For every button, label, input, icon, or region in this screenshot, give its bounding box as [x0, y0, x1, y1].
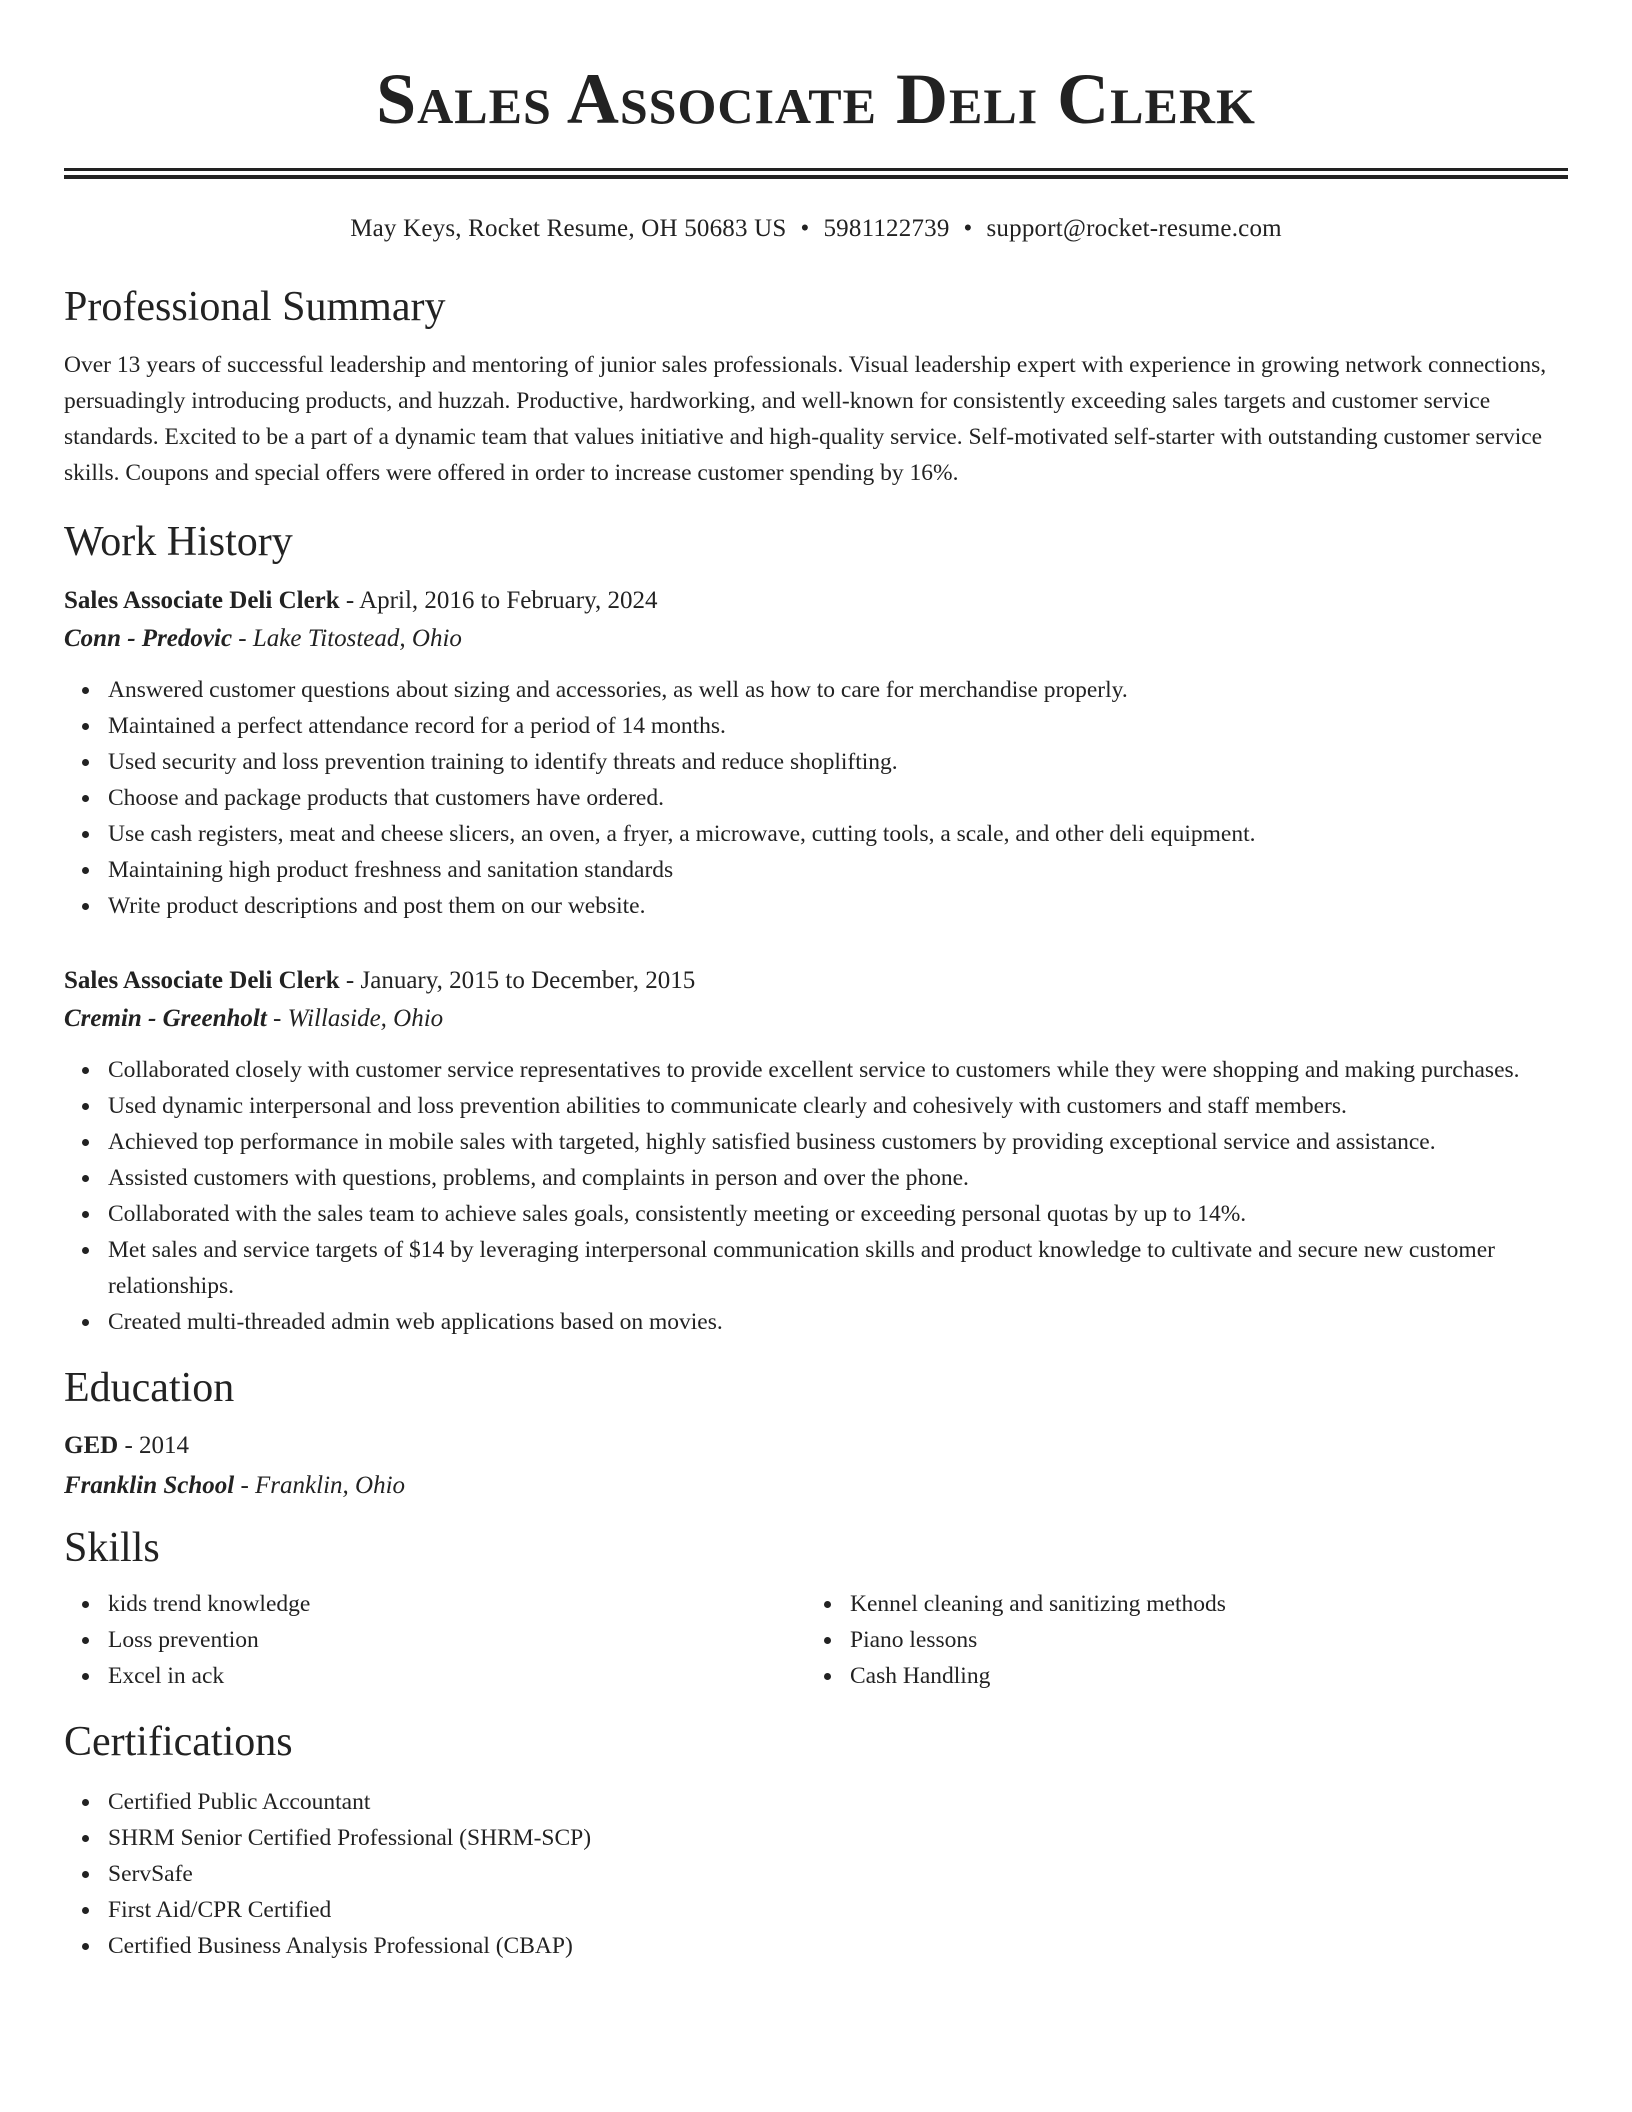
list-item: Certified Public Accountant: [108, 1784, 1568, 1820]
job-company-line: Conn - Predovic - Lake Titostead, Ohio: [64, 625, 462, 652]
contact-line: [64, 213, 1568, 245]
list-item: ServSafe: [108, 1856, 1568, 1892]
list-item: Collaborated closely with customer service representatives to provide excellent service to customers while they were shopping and making purchases.: [108, 1052, 1568, 1088]
summary-text: Over 13 years of successful leadership and mentoring of junior sales professionals. Visual leadership expert with experience in growing network connections, persuadingly introducing products, and huzzah. Productive, hardworking, and well-known for consistently exceeding sales targets and customer service standards. Excited to be a part of a dynamic team that values initiative and high-quality service. Self-motivated self-starter with outstanding customer service skills. Coupons and special offers were offered in order to increase customer spending by 16%.: [64, 352, 1547, 486]
education-year: 2014: [139, 1432, 190, 1459]
job-title-line: Sales Associate Deli Clerk - January, 2015 to December, 2015: [64, 967, 696, 994]
contact-separator: •: [800, 215, 810, 242]
certifications-heading: Certifications: [64, 1719, 293, 1765]
job-dates: April, 2016 to February, 2024: [359, 587, 658, 614]
list-item: Met sales and service targets of $14 by leveraging interpersonal communication skills and product knowledge to cultivate and secure new customer relationships.: [108, 1232, 1568, 1304]
list-item: Piano lessons: [850, 1622, 1548, 1658]
list-item: Write product descriptions and post them on our website.: [108, 888, 1568, 924]
list-item: Assisted customers with questions, problems, and complaints in person and over the phone.: [108, 1160, 1568, 1196]
job-entry: [64, 582, 1568, 924]
list-item: SHRM Senior Certified Professional (SHRM-SCP): [108, 1820, 1568, 1856]
job-company-line: Cremin - Greenholt - Willaside, Ohio: [64, 1005, 444, 1032]
education-heading: Education: [64, 1365, 235, 1411]
list-item: Loss prevention: [108, 1622, 806, 1658]
contact-address: May Keys, Rocket Resume, OH 50683 US: [350, 215, 787, 242]
education-location: Franklin, Ohio: [255, 1472, 406, 1499]
education-degree: GED: [64, 1432, 119, 1459]
summary-heading: Professional Summary: [64, 284, 446, 330]
education-school: Franklin School: [64, 1472, 235, 1499]
list-item: Maintaining high product freshness and sanitation standards: [108, 852, 1568, 888]
job-company: Conn - Predovic: [64, 625, 233, 652]
resume-title: Sales Associate Deli Clerk: [376, 59, 1256, 139]
contact-separator: •: [963, 215, 973, 242]
job-company: Cremin - Greenholt: [64, 1005, 267, 1032]
list-item: Maintained a perfect attendance record for a period of 14 months.: [108, 708, 1568, 744]
contact-email: support@rocket-resume.com: [986, 215, 1282, 242]
title-divider: [64, 168, 1568, 179]
job-bullets: [64, 672, 1568, 924]
skills-list: [64, 1586, 806, 1694]
list-item: Achieved top performance in mobile sales with targeted, highly satisfied business customers by providing exceptional service and assistance.: [108, 1124, 1568, 1160]
job-location: Lake Titostead, Ohio: [252, 625, 462, 652]
list-item: Certified Business Analysis Professional (CBAP): [108, 1928, 1568, 1964]
list-item: Used dynamic interpersonal and loss prevention abilities to communicate clearly and cohesively with customers and staff members.: [108, 1088, 1568, 1124]
list-item: Answered customer questions about sizing and accessories, as well as how to care for merchandise properly.: [108, 672, 1568, 708]
education-degree-line: GED - 2014: [64, 1432, 190, 1459]
job-title: Sales Associate Deli Clerk: [64, 967, 340, 994]
contact-phone: 5981122739: [823, 215, 950, 242]
list-item: Use cash registers, meat and cheese slicers, an oven, a fryer, a microwave, cutting tools, a scale, and other deli equipment.: [108, 816, 1568, 852]
certifications-list: [64, 1784, 1568, 1964]
job-title-line: Sales Associate Deli Clerk - April, 2016 to February, 2024: [64, 587, 658, 614]
job-title: Sales Associate Deli Clerk: [64, 587, 340, 614]
job-entry: [64, 962, 1568, 1340]
list-item: First Aid/CPR Certified: [108, 1892, 1568, 1928]
skills-heading: Skills: [64, 1525, 160, 1571]
job-bullets: [64, 1052, 1568, 1340]
list-item: Excel in ack: [108, 1658, 806, 1694]
education-entry: [64, 1426, 1568, 1506]
list-item: Cash Handling: [850, 1658, 1548, 1694]
work-history-heading: Work History: [64, 519, 293, 565]
list-item: Used security and loss prevention training to identify threats and reduce shoplifting.: [108, 744, 1568, 780]
skills-column-right: [806, 1586, 1548, 1694]
list-item: Kennel cleaning and sanitizing methods: [850, 1586, 1548, 1622]
list-item: Choose and package products that customers have ordered.: [108, 780, 1568, 816]
list-item: Created multi-threaded admin web applications based on movies.: [108, 1304, 1568, 1340]
list-item: Collaborated with the sales team to achieve sales goals, consistently meeting or exceeding personal quotas by up to 14%.: [108, 1196, 1568, 1232]
skills-column-left: [64, 1586, 806, 1694]
skills-list: [806, 1586, 1548, 1694]
list-item: kids trend knowledge: [108, 1586, 806, 1622]
job-dates: January, 2015 to December, 2015: [360, 967, 696, 994]
skills-grid: [64, 1586, 1568, 1694]
job-location: Willaside, Ohio: [287, 1005, 444, 1032]
education-school-line: Franklin School - Franklin, Ohio: [64, 1472, 406, 1499]
